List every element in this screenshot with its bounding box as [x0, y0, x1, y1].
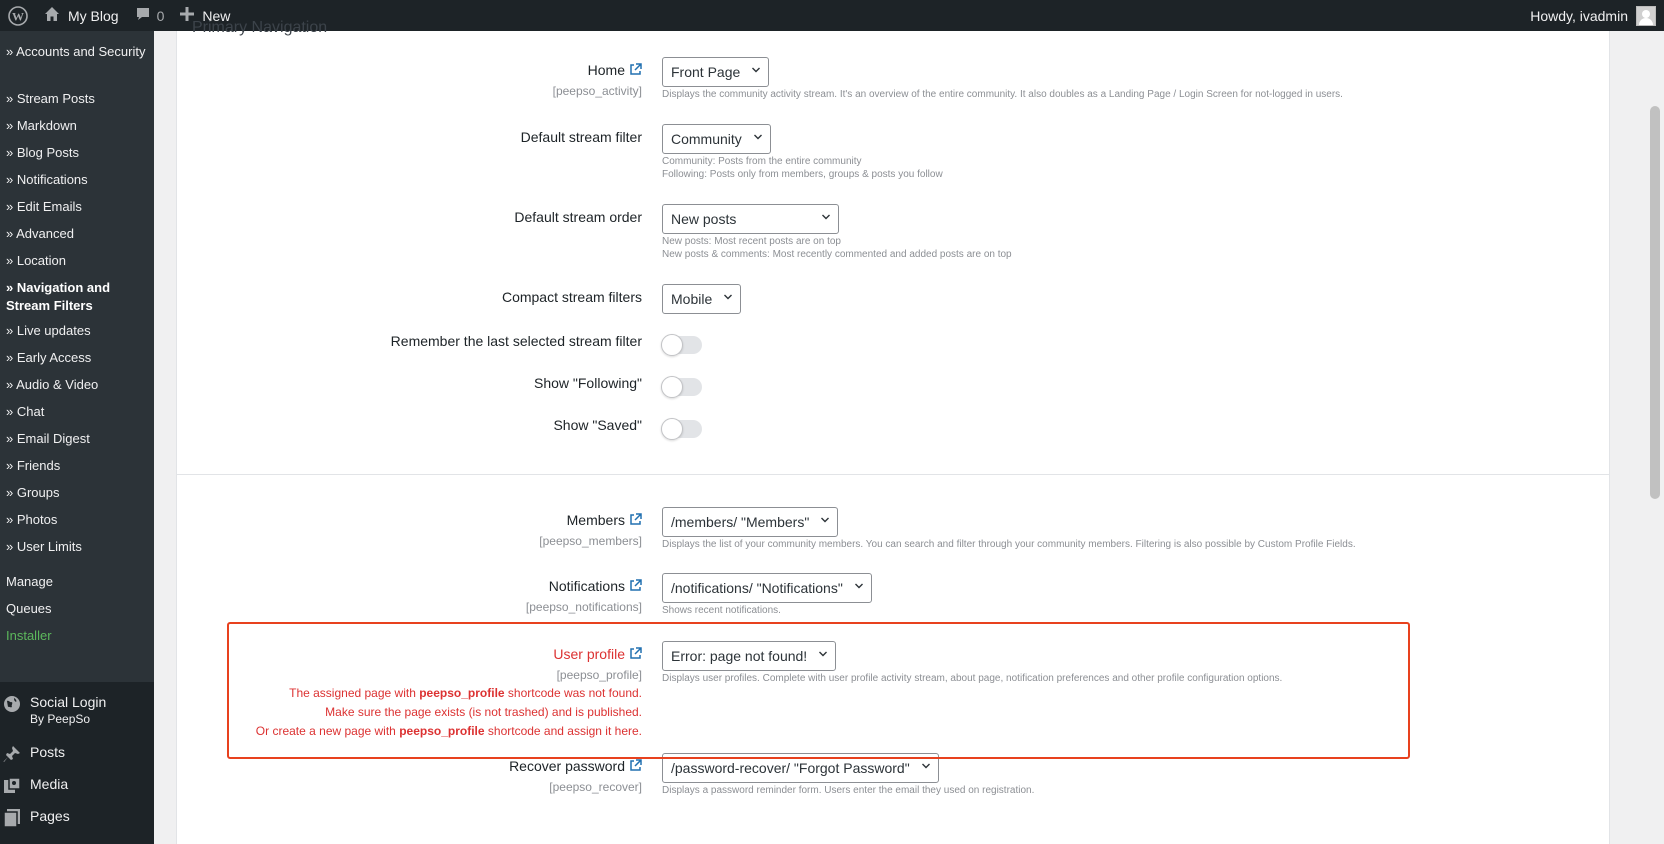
settings-panel — [176, 19, 1610, 844]
error-text: Or create a new page with — [255, 724, 400, 738]
peepso-submenu — [0, 31, 154, 682]
error-shortcode: peepso_profile — [399, 724, 485, 738]
default-order-label: Default stream order — [514, 209, 642, 225]
globe-icon — [2, 694, 22, 714]
scrollbar-thumb[interactable] — [1650, 106, 1660, 499]
default-order-value: New posts — [671, 211, 737, 227]
home-icon — [44, 6, 60, 25]
external-link-icon[interactable] — [629, 63, 642, 79]
notifications-label-text: Notifications — [548, 578, 625, 594]
social-login-sub-label: By PeepSo — [30, 712, 91, 726]
submenu-item-accounts-security[interactable]: » Accounts and Security — [6, 44, 146, 59]
submenu-item-groups[interactable]: » Groups — [6, 485, 60, 500]
new-label: New — [202, 7, 231, 24]
default-filter-desc-1: Community: Posts from the entire community — [662, 156, 862, 167]
show-following-label: Show "Following" — [534, 375, 642, 391]
user-profile-label[interactable] — [553, 646, 642, 663]
chevron-down-icon — [822, 213, 830, 221]
submenu-item-email-digest[interactable]: » Email Digest — [6, 431, 90, 446]
site-name-link[interactable] — [36, 0, 127, 31]
notifications-page-select[interactable] — [662, 573, 872, 603]
notifications-description: Shows recent notifications. — [662, 605, 781, 616]
submenu-item-markdown[interactable]: » Markdown — [6, 118, 77, 133]
notifications-label[interactable] — [549, 578, 642, 595]
show-following-label-group — [177, 375, 642, 395]
submenu-item-installer[interactable]: Installer — [6, 628, 52, 643]
submenu-item-live-updates[interactable]: » Live updates — [6, 323, 91, 338]
submenu-item-audio-video[interactable]: » Audio & Video — [6, 377, 99, 392]
remember-filter-label: Remember the last selected stream filter — [390, 333, 642, 349]
comments-link[interactable] — [127, 0, 173, 31]
recover-password-shortcode: [peepso_recover] — [549, 780, 642, 794]
page-scrollbar[interactable] — [1646, 31, 1664, 844]
recover-password-page-select[interactable] — [662, 753, 939, 783]
menu-item-social-login[interactable] — [0, 694, 154, 726]
external-link-icon[interactable] — [629, 579, 642, 595]
site-name: My Blog — [68, 7, 119, 24]
section-title: Primary Navigation — [192, 19, 328, 36]
user-profile-description: Displays user profiles. Complete with user profile activity stream, about page, notification preferences and other profile configuration options. — [662, 673, 1283, 684]
notifications-page-value: /notifications/ "Notifications" — [671, 580, 843, 596]
media-label: Media — [30, 776, 69, 792]
svg-text:W: W — [12, 9, 24, 23]
toggle-knob — [661, 418, 683, 440]
external-link-icon[interactable] — [629, 513, 642, 529]
members-label-text: Members — [566, 512, 625, 528]
admin-menu — [0, 31, 154, 844]
notifications-label-group — [177, 578, 642, 618]
members-label-group — [177, 512, 642, 552]
show-saved-toggle[interactable] — [662, 420, 702, 438]
error-text: shortcode was not found. — [504, 686, 642, 700]
toggle-knob — [661, 376, 683, 398]
submenu-item-edit-emails[interactable]: » Edit Emails — [6, 199, 82, 214]
user-profile-error-line-1 — [289, 684, 642, 703]
default-filter-label: Default stream filter — [520, 129, 642, 145]
members-page-select[interactable] — [662, 507, 838, 537]
default-filter-select[interactable] — [662, 124, 771, 154]
default-filter-desc-2: Following: Posts only from members, groups & posts you follow — [662, 169, 943, 180]
home-shortcode: [peepso_activity] — [552, 84, 642, 98]
remember-label-group — [177, 333, 642, 353]
submenu-item-manage[interactable]: Manage — [6, 574, 53, 589]
default-order-desc-1: New posts: Most recent posts are on top — [662, 236, 841, 247]
remember-filter-toggle[interactable] — [662, 336, 702, 354]
submenu-item-chat[interactable]: » Chat — [6, 404, 45, 419]
user-profile-label-text: User profile — [553, 646, 625, 662]
wordpress-logo-icon[interactable] — [0, 0, 36, 31]
comment-count: 0 — [156, 7, 165, 24]
chevron-down-icon — [821, 516, 829, 524]
submenu-item-user-limits[interactable]: » User Limits — [6, 539, 82, 554]
recover-password-description: Displays a password reminder form. Users enter the email they used on registration. — [662, 785, 1035, 796]
home-description: Displays the community activity stream. It's an overview of the entire community. It also doubles as a Landing Page / Login Screen for not-logged in users. — [662, 89, 1343, 100]
howdy-text: Howdy, ivadmin — [1530, 7, 1628, 24]
submenu-item-stream-posts[interactable]: » Stream Posts — [6, 91, 95, 106]
submenu-item-location[interactable]: » Location — [6, 253, 66, 268]
compact-label-group — [177, 289, 642, 309]
error-text: shortcode and assign it here. — [484, 724, 642, 738]
chevron-down-icon — [855, 582, 863, 590]
menu-item-media[interactable] — [0, 776, 154, 796]
user-profile-error-line-2: Make sure the page exists (is not trashed) and is published. — [325, 705, 642, 719]
submenu-item-blog-posts[interactable]: » Blog Posts — [6, 145, 79, 160]
social-login-label: Social Login — [30, 694, 107, 710]
compact-label: Compact stream filters — [501, 289, 642, 305]
home-label[interactable] — [588, 62, 642, 79]
default-filter-label-group — [177, 129, 642, 149]
submenu-item-queues[interactable]: Queues — [6, 601, 52, 616]
user-profile-page-select[interactable] — [662, 641, 836, 671]
show-saved-label-group — [177, 417, 642, 437]
user-profile-page-value: Error: page not found! — [671, 648, 808, 664]
submenu-item-notifications[interactable]: » Notifications — [6, 172, 88, 187]
pages-icon — [2, 808, 22, 828]
members-shortcode: [peepso_members] — [539, 534, 642, 548]
media-icon — [2, 776, 22, 796]
home-page-select[interactable] — [662, 57, 769, 87]
section-divider — [177, 474, 1609, 475]
show-saved-label: Show "Saved" — [553, 417, 642, 433]
submenu-item-navigation-stream-filters[interactable]: » Navigation and Stream Filters — [6, 280, 111, 313]
home-label-text: Home — [587, 62, 625, 78]
posts-label: Posts — [30, 744, 66, 760]
default-order-label-group — [177, 209, 642, 229]
error-text: The assigned page with — [289, 686, 420, 700]
default-order-desc-2: New posts & comments: Most recently commented and added posts are on top — [662, 249, 1012, 260]
home-label-group — [177, 62, 642, 102]
submenu-item-photos[interactable]: » Photos — [6, 512, 58, 527]
chevron-down-icon — [724, 293, 732, 301]
chevron-down-icon — [819, 650, 827, 658]
home-page-value: Front Page — [671, 64, 741, 80]
members-description: Displays the list of your community members. You can search and filter through your community members. Filtering is also possible by Custom Profile Fields. — [662, 539, 1356, 550]
external-link-icon[interactable] — [629, 647, 642, 663]
avatar — [1636, 6, 1656, 26]
my-account-link[interactable] — [1522, 0, 1664, 31]
submenu-item-advanced[interactable]: » Advanced — [6, 226, 74, 241]
menu-item-posts[interactable] — [0, 744, 154, 764]
recover-password-label[interactable] — [509, 758, 642, 775]
default-order-select[interactable] — [662, 204, 839, 234]
toggle-knob — [661, 334, 683, 356]
main-menu — [0, 682, 154, 844]
default-filter-value: Community — [671, 131, 742, 147]
external-link-icon[interactable] — [629, 759, 642, 775]
user-profile-error-line-3 — [256, 722, 642, 741]
recover-password-label-text: Recover password — [509, 758, 625, 774]
menu-item-pages[interactable] — [0, 808, 154, 828]
chevron-down-icon — [922, 762, 930, 770]
pages-label: Pages — [30, 808, 70, 824]
members-label[interactable] — [567, 512, 642, 529]
show-following-toggle[interactable] — [662, 378, 702, 396]
chevron-down-icon — [752, 66, 760, 74]
submenu-item-early-access[interactable]: » Early Access — [6, 350, 92, 365]
user-profile-shortcode: [peepso_profile] — [556, 668, 642, 682]
members-page-value: /members/ "Members" — [671, 514, 810, 530]
pushpin-icon — [2, 744, 22, 764]
recover-password-page-value: /password-recover/ "Forgot Password" — [671, 760, 910, 776]
submenu-item-friends[interactable]: » Friends — [6, 458, 61, 473]
compact-select[interactable] — [662, 284, 741, 314]
compact-value: Mobile — [671, 291, 713, 307]
chevron-down-icon — [754, 133, 762, 141]
comment-icon — [135, 6, 151, 25]
error-shortcode: peepso_profile — [419, 686, 505, 700]
notifications-shortcode: [peepso_notifications] — [525, 600, 642, 614]
recover-label-group — [177, 758, 642, 798]
